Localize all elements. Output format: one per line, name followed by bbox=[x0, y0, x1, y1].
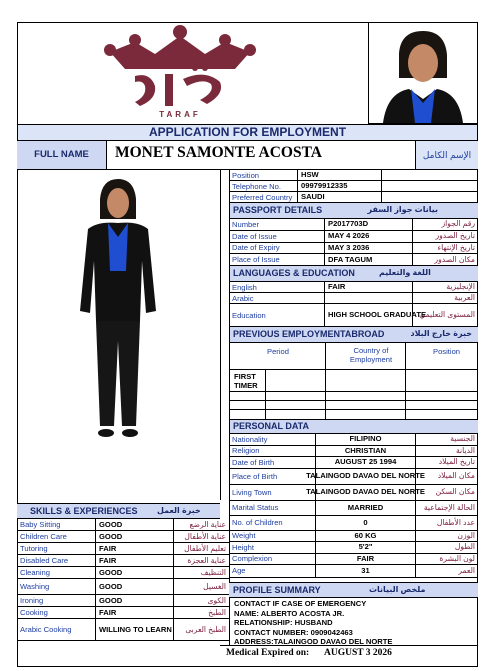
personal-label-ar: مكان السكن bbox=[415, 485, 478, 500]
passport-label-ar: مكان الصدور bbox=[412, 254, 478, 265]
portrait-photo bbox=[369, 23, 477, 123]
skill-label: Ironing bbox=[20, 596, 44, 605]
passport-title: PASSPORT DETAILS bbox=[233, 205, 323, 215]
personal-row bbox=[229, 542, 478, 554]
personal-header bbox=[229, 419, 478, 434]
skill-label: Children Care bbox=[20, 532, 67, 541]
skills-title: SKILLS & EXPERIENCES bbox=[30, 506, 138, 516]
personal-label: Date of Birth bbox=[232, 457, 275, 467]
skill-row bbox=[17, 543, 229, 555]
passport-label: Date of Expiry bbox=[232, 243, 280, 253]
passport-header bbox=[229, 203, 478, 219]
basic-value: 09979912335 bbox=[297, 181, 381, 191]
profile-summary bbox=[234, 599, 474, 647]
skill-row bbox=[17, 531, 229, 543]
passport-label-ar: رقم الجواز bbox=[412, 219, 478, 230]
previous-header bbox=[229, 327, 478, 343]
skill-value: FAIR bbox=[95, 543, 173, 554]
basic-label-ar bbox=[381, 181, 478, 191]
personal-label-ar: الحالة الإجتماعية bbox=[415, 501, 478, 515]
skill-row bbox=[17, 555, 229, 567]
profile-title: PROFILE SUMMARY bbox=[233, 585, 321, 595]
skill-label: Washing bbox=[20, 582, 50, 591]
skill-label: Cooking bbox=[20, 608, 48, 617]
basic-label-ar bbox=[381, 192, 478, 202]
personal-value: MARRIED bbox=[315, 501, 415, 515]
personal-label-ar: الديانة bbox=[415, 446, 478, 457]
personal-value: 5'2" bbox=[315, 542, 415, 553]
language-value: FAIR bbox=[324, 282, 412, 292]
profile-header bbox=[229, 582, 478, 598]
personal-label: Place of Birth bbox=[232, 471, 278, 481]
language-label-ar: الإنجليزية bbox=[412, 282, 478, 292]
skill-value: GOOD bbox=[95, 531, 173, 542]
basic-value: HSW bbox=[297, 170, 381, 180]
personal-label-ar: الجنسية bbox=[415, 434, 478, 445]
languages-header bbox=[229, 266, 478, 282]
profile-line: RELATIONSHIP: HUSBAND bbox=[234, 618, 333, 628]
skill-label: Disabled Care bbox=[20, 556, 69, 565]
personal-label-ar: لون البشرة bbox=[415, 554, 478, 565]
skill-value: GOOD bbox=[95, 595, 173, 606]
language-row bbox=[229, 304, 478, 327]
personal-label-ar: تاريخ الميلاد bbox=[415, 457, 478, 468]
personal-value: TALAINGOD DAVAO DEL NORTE bbox=[315, 469, 415, 484]
medical-row bbox=[220, 645, 478, 667]
personal-label-ar: الطول bbox=[415, 542, 478, 553]
skill-row bbox=[17, 595, 229, 607]
personal-value: 60 KG bbox=[315, 531, 415, 542]
personal-label: Complexion bbox=[232, 554, 273, 564]
skill-row bbox=[17, 519, 229, 531]
skill-row bbox=[17, 607, 229, 619]
full-name-label: FULL NAME bbox=[17, 141, 107, 169]
personal-value: 31 bbox=[315, 565, 415, 577]
skill-label: Arabic Cooking bbox=[20, 625, 72, 634]
skill-row bbox=[17, 579, 229, 595]
language-value: HIGH SCHOOL GRADUATE bbox=[324, 304, 412, 326]
skills-header bbox=[17, 503, 220, 519]
passport-label-ar: تاريخ الإنتهاء bbox=[412, 243, 478, 254]
basic-label: Telephone No. bbox=[232, 181, 281, 191]
personal-value: FAIR bbox=[315, 554, 415, 565]
skill-label: Tutoring bbox=[20, 544, 48, 553]
crown-logo-icon bbox=[95, 24, 265, 122]
basic-row bbox=[229, 170, 478, 181]
language-label-ar: المستوى التعليمي bbox=[412, 304, 478, 326]
passport-row bbox=[229, 219, 478, 231]
personal-label-ar: الوزن bbox=[415, 531, 478, 542]
passport-label: Date of Issue bbox=[232, 231, 277, 241]
passport-value: P2017703D bbox=[324, 219, 412, 230]
skill-label: Baby Sitting bbox=[20, 520, 61, 529]
skill-value: FAIR bbox=[95, 607, 173, 618]
personal-label: Age bbox=[232, 566, 246, 576]
skills-title-ar: خبرة العمل bbox=[157, 506, 201, 515]
personal-label: Religion bbox=[232, 446, 260, 456]
passport-value: DFA TAGUM bbox=[324, 254, 412, 265]
col-position: Position bbox=[433, 347, 461, 356]
personal-row bbox=[229, 469, 478, 485]
language-row bbox=[229, 282, 478, 293]
profile-line: CONTACT IF CASE OF EMERGENCY bbox=[234, 599, 367, 608]
skill-label-ar: عناية الرضع bbox=[173, 519, 229, 530]
logo bbox=[95, 24, 265, 122]
language-label: Education bbox=[232, 310, 266, 320]
passport-value: MAY 3 2036 bbox=[324, 243, 412, 254]
basic-label-ar bbox=[381, 170, 478, 180]
personal-label-ar: مكان الميلاد bbox=[415, 469, 478, 484]
personal-label: Weight bbox=[232, 531, 256, 541]
profile-title-ar: ملخص البيانات bbox=[369, 585, 426, 594]
skill-label-ar: الطبخ العربى bbox=[173, 619, 229, 640]
col-country: Country of Employment bbox=[349, 346, 393, 364]
personal-label: Marital Status bbox=[232, 503, 279, 512]
personal-row bbox=[229, 434, 478, 446]
profile-line: ADDRESS:TALAINGOD DAVAO DEL NORTE bbox=[234, 637, 393, 647]
basic-value: SAUDI bbox=[297, 192, 381, 202]
personal-row bbox=[229, 446, 478, 458]
skill-value: GOOD bbox=[95, 567, 173, 578]
personal-row bbox=[229, 531, 478, 543]
personal-label: No. of Children bbox=[232, 518, 283, 527]
personal-label: Height bbox=[232, 542, 254, 552]
basic-label: Position bbox=[232, 170, 260, 180]
full-name-value: MONET SAMONTE ACOSTA bbox=[115, 144, 322, 161]
skill-row bbox=[17, 619, 229, 641]
personal-value: TALAINGOD DAVAO DEL NORTE bbox=[315, 485, 415, 500]
personal-row bbox=[229, 501, 478, 516]
form-title: APPLICATION FOR EMPLOYMENT bbox=[17, 124, 478, 141]
personal-title: PERSONAL DATA bbox=[233, 421, 310, 431]
profile-line: CONTACT NUMBER: 0909042463 bbox=[234, 627, 353, 637]
personal-value: CHRISTIAN bbox=[315, 446, 415, 457]
skill-value: GOOD bbox=[95, 519, 173, 530]
full-name-row bbox=[17, 141, 478, 170]
skill-label-ar: تعليم الأطفال bbox=[173, 543, 229, 554]
photo-divider bbox=[220, 170, 221, 500]
language-label: English bbox=[232, 282, 257, 292]
personal-row bbox=[229, 565, 478, 578]
passport-label-ar: تاريخ الصدور bbox=[412, 231, 478, 242]
skill-label: Cleaning bbox=[20, 568, 50, 577]
personal-label: Living Town bbox=[232, 487, 272, 497]
skill-row bbox=[17, 567, 229, 579]
skill-label-ar: عناية الأطفال bbox=[173, 531, 229, 542]
medical-label: Medical Expired on: bbox=[226, 648, 310, 658]
basic-row bbox=[229, 181, 478, 192]
personal-value: AUGUST 25 1994 bbox=[315, 457, 415, 468]
previous-table bbox=[229, 343, 478, 419]
passport-row bbox=[229, 243, 478, 255]
basic-label: Preferred Country bbox=[232, 192, 293, 202]
personal-label-ar: العمر bbox=[415, 565, 478, 577]
profile-line: NAME: ALBERTO ACOSTA JR. bbox=[234, 608, 345, 618]
full-body-photo bbox=[18, 171, 220, 501]
skill-label-ar: عناية العجزة bbox=[173, 555, 229, 566]
skill-label-ar: الكوى bbox=[173, 595, 229, 606]
languages-title-ar: اللغة والتعليم bbox=[379, 268, 431, 277]
logo-text: TARAF bbox=[159, 110, 201, 119]
language-row bbox=[229, 293, 478, 304]
passport-label: Number bbox=[232, 219, 260, 229]
language-value bbox=[324, 293, 412, 303]
personal-value: FILIPINO bbox=[315, 434, 415, 445]
previous-title-ar: خبرة خارج البلاد bbox=[410, 329, 472, 338]
passport-value: MAY 4 2026 bbox=[324, 231, 412, 242]
previous-title: PREVIOUS EMPLOYMENTABROAD bbox=[233, 329, 385, 339]
languages-title: LANGUAGES & EDUCATION bbox=[233, 268, 355, 278]
col-period: Period bbox=[267, 347, 289, 356]
passport-row bbox=[229, 254, 478, 266]
portrait-photo-box bbox=[368, 22, 478, 124]
basic-row bbox=[229, 192, 478, 203]
skill-value: FAIR bbox=[95, 555, 173, 566]
full-name-label-ar: الإسم الكامل bbox=[415, 141, 478, 169]
skill-label-ar: الغسيل bbox=[173, 579, 229, 594]
language-label: Arabic bbox=[232, 293, 254, 303]
skill-value: WILLING TO LEARN bbox=[95, 619, 173, 640]
personal-row bbox=[229, 485, 478, 501]
passport-row bbox=[229, 231, 478, 243]
personal-label: Nationality bbox=[232, 434, 268, 444]
personal-label-ar: عدد الأطفال bbox=[415, 516, 478, 530]
passport-label: Place of Issue bbox=[232, 255, 280, 265]
skill-label-ar: الطبخ bbox=[173, 607, 229, 618]
language-label-ar: العربية bbox=[412, 293, 478, 303]
personal-row bbox=[229, 554, 478, 566]
personal-row bbox=[229, 516, 478, 531]
skill-label-ar: التنظيف bbox=[173, 567, 229, 578]
personal-value: 0 bbox=[315, 516, 415, 530]
passport-title-ar: بيانات جواز السفر bbox=[367, 205, 438, 214]
skill-value: GOOD bbox=[95, 579, 173, 594]
medical-value: AUGUST 3 2026 bbox=[324, 648, 392, 658]
personal-row bbox=[229, 457, 478, 469]
first-timer: FIRST TIMER bbox=[234, 372, 258, 390]
